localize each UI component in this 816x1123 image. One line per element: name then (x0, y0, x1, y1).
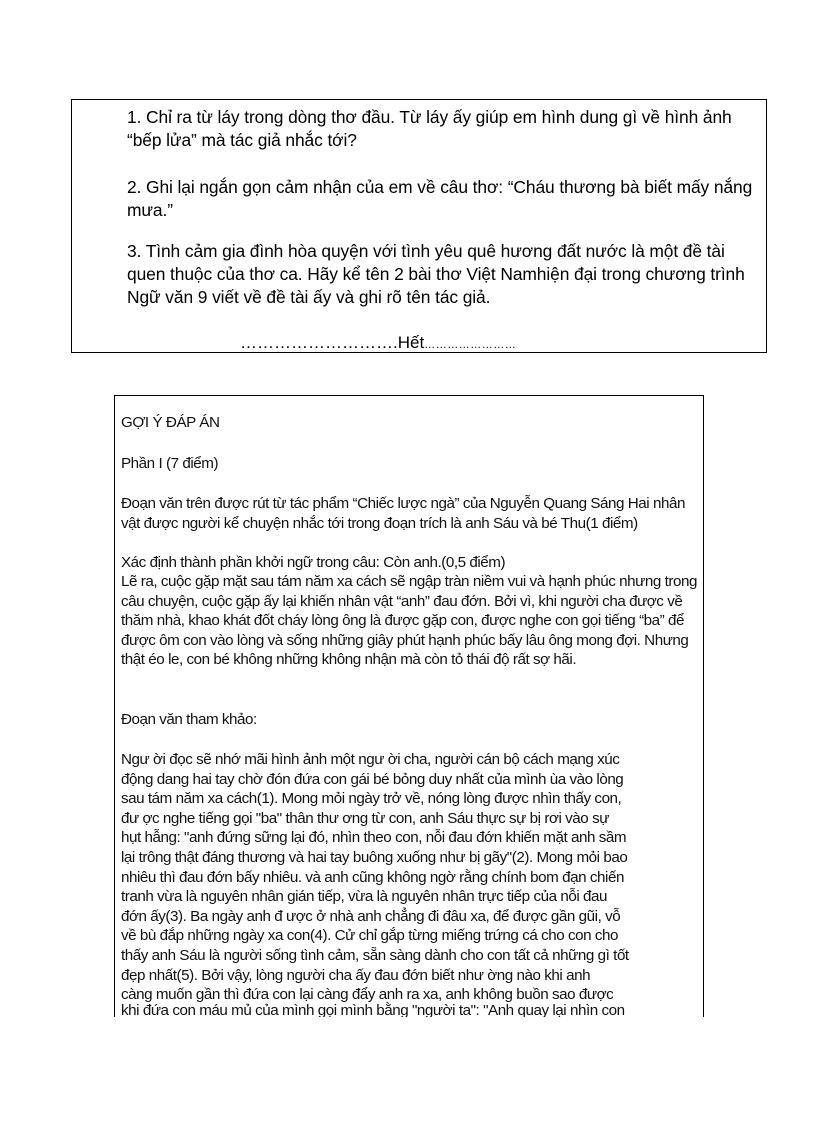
ref-line: nhiêu thì đau đớn bấy nhiêu. và anh cũng không ngờ rằng chính bom đạn chiến (121, 869, 624, 886)
question-1: 1. Chỉ ra từ láy trong dòng thơ đầu. Từ láy ấy giúp em hình dung gì về hình ảnh “bếp lửa” mà tác giả nhắc tới? (127, 107, 732, 150)
reference-title: Đoạn văn tham khảo: (121, 711, 257, 728)
ref-line: về bù đắp những ngày xa con(4). Cử chỉ gắp từng miếng trứng cá cho con cho (121, 927, 619, 944)
answer-title: GỢI Ý ĐÁP ÁN (121, 414, 220, 431)
end-marker (240, 333, 516, 355)
ref-line: động dang hai tay chờ đón đứa con gái bé bỏng duy nhất của mình ùa vào lòng (121, 771, 624, 788)
ref-line: sau tám năm xa cách(1). Mong mỏi ngày trở về, nóng lòng được nhìn thấy con, (121, 790, 622, 807)
ref-line: thấy anh Sáu là người sống tình cảm, sẵn sàng dành cho con tất cả những gì tốt (121, 947, 629, 964)
ref-line: Ngư ời đọc sẽ nhớ mãi hình ảnh một ngư ời cha, người cán bộ cách mạng xúc (121, 751, 620, 768)
ref-line: đẹp nhất(5). Bởi vậy, lòng người cha ấy đau đớn biết như ờng nào khi anh (121, 967, 591, 984)
ref-line: lại trông thật đáng thương và hai tay buông xuống như bị gãy"(2). Mong mỏi bao (121, 849, 628, 866)
end-dots-left: ………………………. (240, 333, 398, 352)
end-word: Hết (397, 333, 425, 352)
ref-line: đư ợc nghe tiếng gọi "ba" thân thư ơng từ con, anh Sáu thực sự bị rơi vào sự (121, 810, 609, 827)
question-3: 3. Tình cảm gia đình hòa quyện với tình yêu quê hương đất nước là một đề tài quen thuộc của thơ ca. Hãy kể tên 2 bài thơ Việt Namhiện đại trong chương trình Ngữ văn 9 viết về đề tài ấy và ghi rõ tên tác giả. (127, 241, 745, 307)
end-dots-right: …………………… (424, 339, 517, 351)
questions-box (71, 99, 767, 353)
question-2: 2. Ghi lại ngắn gọn cảm nhận của em về câu thơ: “Cháu thương bà biết mấy nắng mưa.” (127, 177, 753, 220)
part-1-heading: Phần I (7 điểm) (121, 455, 219, 472)
ref-line: khi đứa con máu mủ của mình gọi mình bằng "người ta": "Anh quay lại nhìn con (121, 1002, 625, 1017)
ref-line: tranh vừa là nguyên nhân gián tiếp, vừa là nguyên nhân trực tiếp của nỗi đau (121, 888, 608, 905)
ref-line: hụt hẫng: "anh đứng sững lại đó, nhìn theo con, nỗi đau đớn khiến mặt anh sầm (121, 829, 627, 846)
ref-line: càng muốn gần thì đứa con lại càng đẩy anh ra xa, anh không buồn sao được (121, 986, 614, 1003)
answer-paragraph-3: Lẽ ra, cuộc gặp mặt sau tám năm xa cách sẽ ngập tràn niềm vui và hạnh phúc nhưng trong câu chuyện, cuộc gặp ấy lại khiến nhân vật “anh” đau đớn. Bởi vì, khi người cha được về thăm nhà, khao khát đốt cháy lòng ông là được gặp con, được nghe con gọi tiếng “ba” để được ôm con vào lòng và sống những giây phút hạnh phúc bấy lâu ông mong đợi. Nhưng thật éo le, con bé không những không nhận mà còn tỏ thái độ rất sợ hãi. (121, 573, 697, 669)
ref-line: đớn ấy(3). Ba ngày anh đ ược ở nhà anh chẳng đi đâu xa, để được gần gũi, vỗ (121, 908, 621, 925)
answer-box (114, 395, 704, 1017)
answer-paragraph-1: Đoạn văn trên được rút từ tác phẩm “Chiếc lược ngà” của Nguyễn Quang Sáng Hai nhân vật được người kể chuyện nhắc tới trong đoạn trích là anh Sáu và bé Thu(1 điểm) (121, 495, 685, 532)
answer-paragraph-2: Xác định thành phần khởi ngữ trong câu: Còn anh.(0,5 điểm) (121, 554, 506, 571)
